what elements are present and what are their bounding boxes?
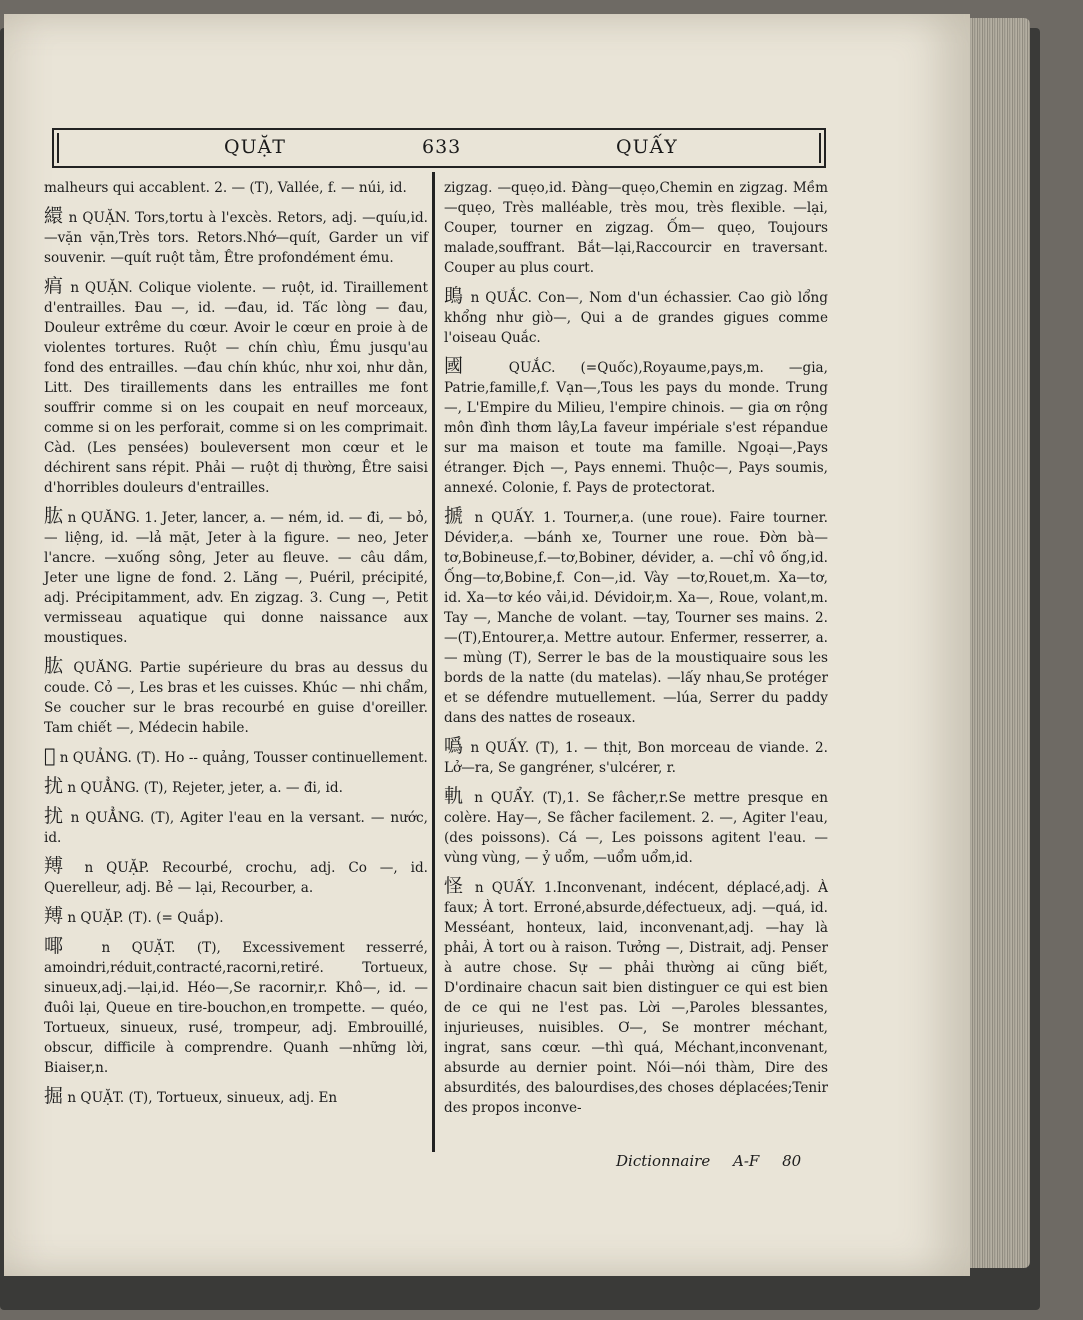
dictionary-entry (44, 806, 428, 848)
headword-character: 䍸 (44, 855, 72, 877)
running-header (52, 128, 826, 168)
entry-text: n QUẲNG. (T), Rejeter, jeter, a. — đi, id. (67, 780, 343, 796)
headword-character: 鴡 (444, 285, 465, 307)
headword-character: 肱 (44, 655, 67, 677)
header-left-guide-word: QUẶT (224, 136, 286, 158)
dictionary-entry (44, 856, 428, 898)
headword-character: 掘 (44, 1085, 64, 1107)
headword-character: 國 (444, 355, 484, 377)
entry-text: malheurs qui accablent. 2. — (T), Vallée, f. — núi, id. (44, 180, 407, 196)
column-divider (432, 172, 435, 1152)
headword-character: 軌 (444, 785, 467, 807)
dictionary-entry (44, 936, 428, 1078)
headword-character: 肱 (44, 505, 64, 527)
entry-text: n QUẶT. (T), Excessivement resserré, amoindri,réduit,contracté,racorni,retiré. Tortueux, sinueux,adj.—lại,id. Héo—,Se racornir,r. Khô—, id. —đuôi lại, Queue en tire-bouchon,en trompette. — quéo, Tortueux, sinueux, rusé, trompeur, adj. Embrouillé, obscur, difficile à comprendre. Quanh —những lời, Biaiser,n. (44, 940, 428, 1076)
headword-character: 扰 (44, 805, 65, 827)
headword-character: 扰 (44, 775, 64, 797)
entry-text: n QUẢNG. (T). Ho -- quảng, Tousser continuellement. (59, 750, 428, 766)
page-edges (968, 18, 1030, 1268)
entry-text: n QUẶP. Recourbé, crochu, adj. Co —, id. Querelleur, adj. Bẻ — lại, Recourber, a. (44, 860, 428, 896)
dictionary-entry (444, 356, 828, 498)
dictionary-entry (44, 206, 428, 268)
right-column (444, 176, 828, 1126)
dictionary-entry (444, 506, 828, 728)
left-column (44, 176, 428, 1116)
entry-text: n QUẶP. (T). (= Quắp). (67, 910, 224, 926)
dictionary-entry (444, 876, 828, 1118)
header-right-guide-word: QUẤY (616, 136, 678, 158)
page-number: 633 (422, 136, 462, 158)
dictionary-entry (444, 176, 828, 278)
dictionary-entry (44, 1086, 428, 1108)
headword-character: 㾓 (44, 275, 65, 297)
page-footer (616, 1152, 819, 1170)
headword-character: 噅 (444, 735, 465, 757)
headword-character: 繯 (44, 205, 64, 227)
dictionary-entry (444, 736, 828, 778)
dictionary-entry (44, 276, 428, 498)
entry-text: n QUẶT. (T), Tortueux, sinueux, adj. En (67, 1090, 338, 1106)
dictionary-entry (44, 906, 428, 928)
headword-character: 怪 (444, 875, 467, 897)
headword-character: 䍸 (44, 905, 64, 927)
dictionary-entry (444, 286, 828, 348)
footer-sheet: A-F (732, 1152, 760, 1170)
entry-text: n QUẤY. (T), 1. — thịt, Bon morceau de viande. 2. Lở—ra, Se gangréner, s'ulcérer, r. (444, 740, 828, 776)
entry-text: n QUẲNG. (T), Agiter l'eau en la versant. — nước, id. (44, 810, 428, 846)
headword-character: 㖿 (44, 935, 81, 957)
footer-signature: 80 (782, 1152, 802, 1170)
dictionary-entry (444, 786, 828, 868)
entry-text: zigzag. —quẹo,id. Đàng—quẹo,Chemin en zigzag. Mềm—quẹo, Très malléable, très mou, très flexible. —lại, Couper, tourner en zigzag. Ốm— quẹo, Toujours malade,souffrant. Bắt—lại,Raccourcir en traversant. Couper au plus court. (444, 180, 828, 276)
dictionary-entry (44, 656, 428, 738)
headword-character: 搋 (444, 505, 467, 527)
entry-text: n QUẶN. Colique violente. — ruột, id. Tiraillement d'entrailles. Đau —, id. —đau, id. Tấc lòng — đau, Douleur extrême du cœur. Avoir le cœur en proie à de violentes tortures. Ruột — chín chìu, Ému jusqu'au fond des entrailles. —đau chín khúc, như xoi, như dằn, Litt. Des tiraillements dans les entrailles me font souffrir comme si on les coupait en neuf morceaux, comme si on les perforait, comme si on les comprimait. Càd. (Les pensées) bouleversent mon cœur et le déchirent sans répit. Phải — ruột dị thường, Être saisi d'horribles douleurs d'entrailles. (44, 280, 428, 496)
dictionary-entry (44, 506, 428, 648)
entry-text: n QUẮC. Con—, Nom d'un échassier. Cao giò lổng khổng như giò—, Qui a de grandes gigues comme l'oiseau Quắc. (444, 290, 828, 346)
dictionary-entry (44, 746, 428, 768)
headword-character: 𠿯 (44, 745, 56, 767)
entry-text: n QUẶN. Tors,tortu à l'excès. Retors, adj. —quíu,id. —vặn vặn,Très tors. Retors.Nhớ—quít, Garder un vif souvenir. —quít ruột tằm, Être profondément ému. (44, 210, 428, 266)
entry-text: n QUẨY. (T),1. Se fâcher,r.Se mettre presque en colère. Hay—, Se fâcher facilement. 2. —, Agiter l'eau,(des poissons). Cá —, Les poissons agitent l'eau. —vùng vùng, — ỷ uổm, —uổm uổm,id. (444, 790, 828, 866)
entry-text: n QUẤY. 1. Tourner,a. (une roue). Faire tourner. Dévider,a. —bánh xe, Tourner une roue. Đờn bà—tơ,Bobineuse,f.—tơ,Bobiner, dévider, a. —chỉ vô ống,id. Ống—tơ,Bobine,f. Con—,id. Vày —tơ,Rouet,m. Xa—tơ, id. Xa—tơ kéo vải,id. Dévidoir,m. Xa—, Roue, volant,m. Tay —, Manche de volant. —tay, Tourner ses mains. 2. —(T),Entourer,a. Mettre autour. Enfermer, resserrer, a. — mùng (T), Serrer le bas de la moustiquaire sous les bords de la natte (du matelas). —lấy nhau,Se protéger et se défendre mutuellement. —lúa, Serrer du paddy dans des nattes de roseaux. (444, 510, 828, 726)
entry-text: QUĂNG. Partie supérieure du bras au dessus du coude. Cỏ —, Les bras et les cuisses. Khúc — nhi chẩm, Se coucher sur le bras recourbé en guise d'oreiller. Tam chiết —, Médecin habile. (44, 660, 428, 736)
entry-text: n QUẤY. 1.Inconvenant, indécent, déplacé,adj. À faux; À tort. Erroné,absurde,défectueux, adj. —quá, id. Messéant, honteux, laid, inconvenant,adj. —hay là phải, À tort ou à raison. Tưởng —, Distrait, adj. Penser à autre chose. Sự — phải thường ai cũng biết, D'ordinaire chacun sait bien distinguer ce qui est bien de ce qui ne l'est pas. Lời —,Paroles blessantes, injurieuses, nuisibles. Ơ—, Se montrer méchant, ingrat, sans cœur. —thì quá, Méchant,inconvenant, absurde au dernier point. Nói—nói thàm, Dire des absurdités, des balourdises,des choses déplacées;Tenir des propos inconve- (444, 880, 828, 1116)
entry-text: n QUĂNG. 1. Jeter, lancer, a. — ném, id. — đi, — bỏ, — liệng, id. —lả mặt, Jeter à la figure. — neo, Jeter l'ancre. —xuống sông, Jeter au fleuve. — câu dầm, Jeter une ligne de fond. 2. Lăng —, Puéril, précipité, adj. Précipitamment, adv. En zigzag. 3. Cung —, Petit vermisseau aquatique qui donne naissance aux moustiques. (44, 510, 428, 646)
entry-text: QUẮC. (=Quốc),Royaume,pays,m. —gia, Patrie,famille,f. Vạn—,Tous les pays du monde. Trung—, L'Empire du Milieu, l'empire chinois. — gia ơn rộng môn đình thơm lây,La faveur impériale s'est répandue sur ma maison et toute ma famille. Ngoại—,Pays étranger. Địch —, Pays ennemi. Thuộc—, Pays soumis, annexé. Colonie, f. Pays de protectorat. (444, 360, 828, 496)
dictionary-entry (44, 776, 428, 798)
footer-title: Dictionnaire (616, 1152, 711, 1170)
dictionary-entry (44, 176, 428, 198)
